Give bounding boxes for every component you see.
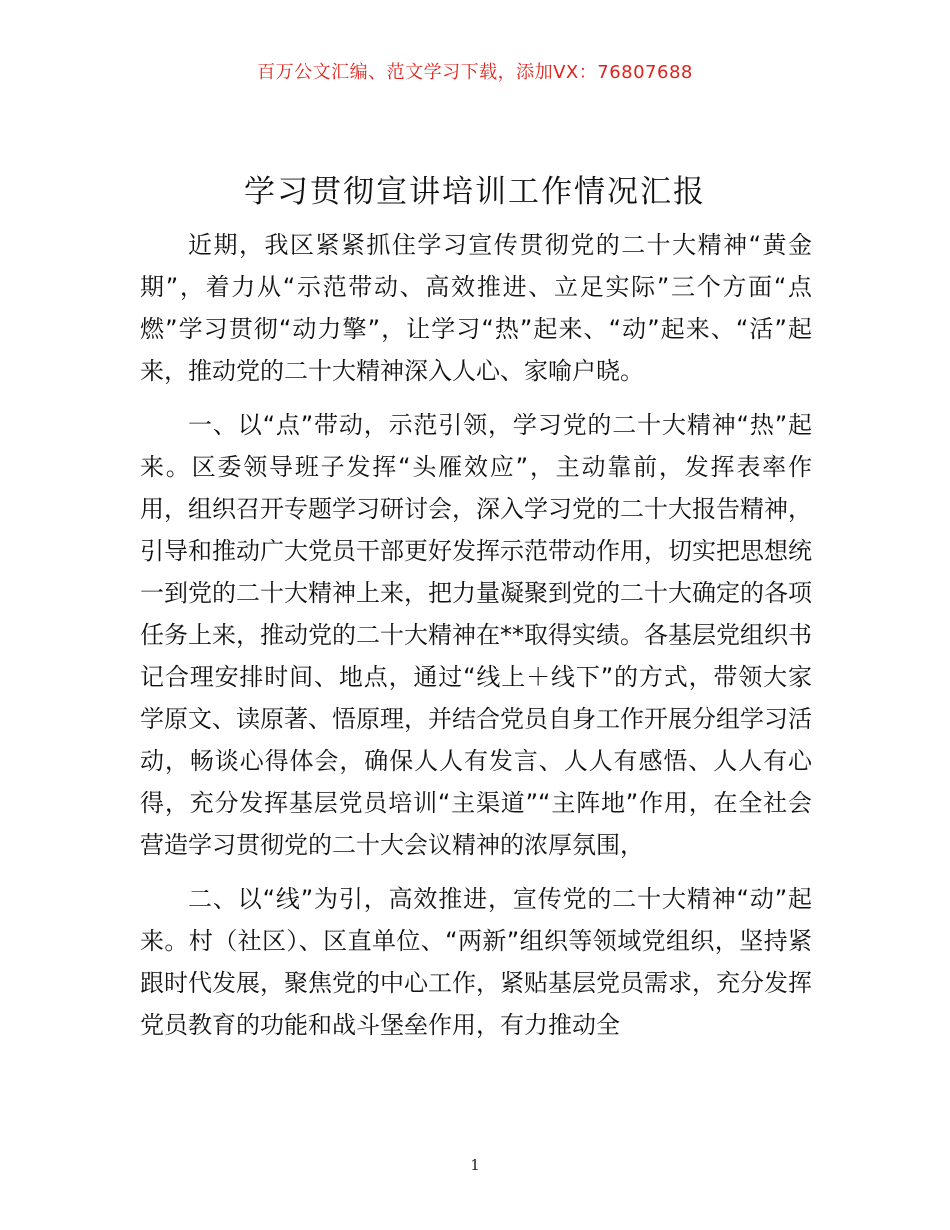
intro-paragraph: 近期，我区紧紧抓住学习宣传贯彻党的二十大精神“黄金期”，着力从“示范带动、高效推进、立足实际”三个方面“点燃”学习贯彻“动力擎”，让学习“热”起来、“动”起来、“活”起来，推动党的二十大精神深入人心、家喻户晓。 [140,231,812,385]
header-banner: 百万公文汇编、范文学习下载，添加VX：76807688 [257,62,693,83]
section-one-paragraph: 一、以“点”带动，示范引领，学习党的二十大精神“热”起来。区委领导班子发挥“头雁效应”，主动靠前，发挥表率作用，组织召开专题学习研讨会，深入学习党的二十大报告精神，引导和推动广大党员干部更好发挥示范带动作用，切实把思想统一到党的二十大精神上来，把力量凝聚到党的二十大确定的各项任务上来，推动党的二十大精神在**取得实绩。各基层党组织书记合理安排时间、地点，通过“线上＋线下”的方式，带领大家学原文、读原著、悟原理，并结合党员自身工作开展分组学习活动，畅谈心得体会，确保人人有发言、人人有感悟、人人有心得，充分发挥基层党员培训“主渠道”“主阵地”作用，在全社会营造学习贯彻党的二十大会议精神的浓厚氛围， [140,411,812,859]
document-body [140,224,812,1046]
document-title: 学习贯彻宣讲培训工作情况汇报 [244,174,706,210]
section-two-paragraph: 二、以“线”为引，高效推进，宣传党的二十大精神“动”起来。村（社区）、区直单位、“两新”组织等领域党组织，坚持紧跟时代发展，聚焦党的中心工作，紧贴基层党员需求，充分发挥党员教育的功能和战斗堡垒作用，有力推动全 [140,885,812,1039]
page-number: 1 [470,1156,480,1174]
